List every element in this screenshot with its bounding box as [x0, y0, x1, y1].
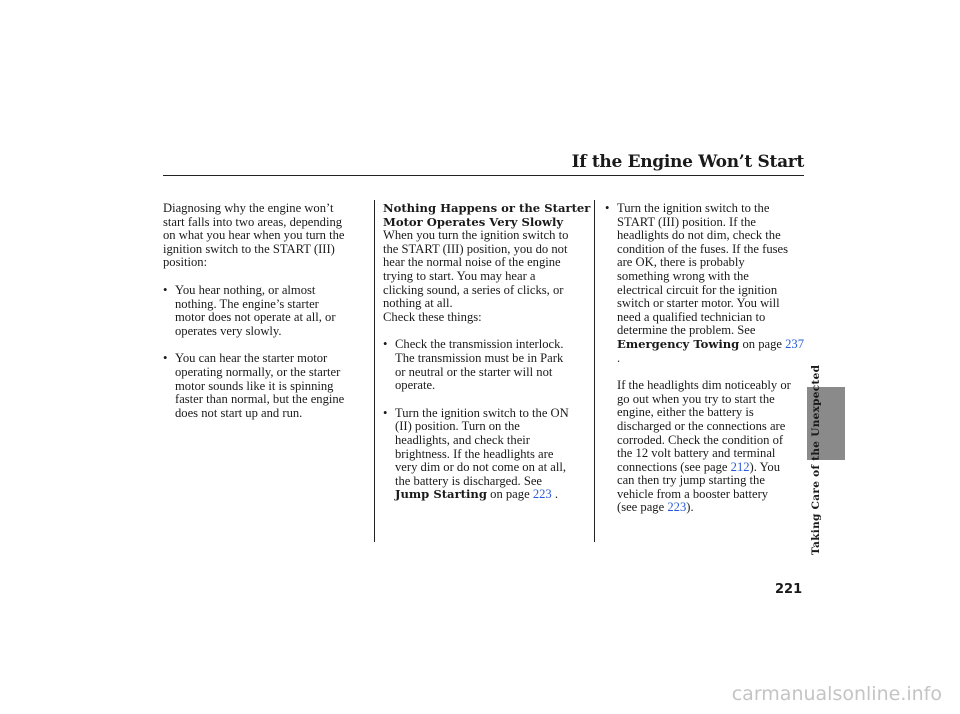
bullet-line: Turn the ignition switch to the ON	[395, 405, 569, 420]
para-line: discharged or the connections are	[617, 418, 786, 433]
bullet-line: Turn the ignition switch to the	[617, 201, 770, 215]
page-link[interactable]: 223	[532, 487, 552, 502]
column-3	[605, 202, 810, 515]
para-text: connections (see page	[617, 459, 728, 474]
bullet-line: operate.	[395, 378, 436, 393]
bullet-dot: •	[163, 351, 168, 366]
section-side-text: Taking Care of the Unexpected	[810, 364, 822, 555]
bullet-line: switch or starter motor. You will	[617, 296, 780, 311]
bullet-line: The transmission must be in Park	[395, 350, 564, 365]
section-heading: Nothing Happens or the Starter	[383, 201, 591, 215]
para-line: can then try jump starting the	[617, 473, 765, 488]
para-text: ).	[686, 500, 694, 515]
para-line: vehicle from a booster battery	[617, 486, 769, 501]
bullet-line: You hear nothing, or almost	[175, 282, 316, 297]
bullet-item	[605, 202, 810, 515]
column-1	[163, 202, 368, 420]
page-link[interactable]: 237	[785, 336, 805, 351]
section-side-label	[806, 364, 826, 555]
reference-end: .	[617, 350, 621, 365]
watermark: carmanualsonline.info	[731, 683, 942, 705]
bullet-line: electrical circuit for the ignition	[617, 282, 778, 297]
para-line	[617, 501, 810, 515]
body-line: When you turn the ignition switch to	[383, 228, 569, 243]
para-line: corroded. Check the condition of	[617, 432, 784, 447]
bullet-line: determine the problem. See	[617, 323, 756, 338]
check-label: Check these things:	[383, 309, 482, 324]
intro-line: position:	[163, 255, 208, 270]
reference-title: Jump Starting	[395, 487, 487, 502]
bullet-item	[163, 352, 368, 420]
bullet-line: operating normally, or the starter	[175, 364, 341, 379]
intro-line: Diagnosing why the engine won’t	[163, 201, 334, 215]
bullet-dot: •	[605, 201, 610, 215]
reference-text: on page	[490, 487, 530, 502]
reference-text: on page	[742, 336, 782, 351]
bullet-line: condition of the fuses. If the fuses	[617, 241, 789, 256]
bullet-line: or neutral or the starter will not	[395, 364, 553, 379]
page-link[interactable]: 223	[667, 500, 687, 515]
bullet-line: You can hear the starter motor	[175, 351, 328, 366]
intro-line: on what you hear when you turn the	[163, 228, 345, 243]
para-line	[617, 461, 810, 475]
para-line: go out when you try to start the	[617, 391, 775, 406]
intro-line: start falls into two areas, depending	[163, 214, 343, 229]
para-line: If the headlights dim noticeably or	[617, 378, 791, 393]
paragraph	[617, 379, 810, 515]
bullet-line: START (III) position. If the	[617, 214, 756, 229]
bullet-line: operates very slowly.	[175, 323, 282, 338]
bullet-line: does not start up and run.	[175, 405, 303, 420]
section-heading: Motor Operates Very Slowly	[383, 214, 564, 229]
body-line: trying to start. You may hear a	[383, 268, 536, 283]
bullet-line: brightness. If the headlights are	[395, 446, 554, 461]
bullet-line: faster than normal, but the engine	[175, 392, 345, 407]
reference-end: .	[554, 487, 559, 502]
bullet-dot: •	[163, 282, 168, 297]
reference-title: Emergency Towing	[617, 336, 740, 351]
bullet-line: are OK, there is probably	[617, 255, 745, 270]
reference-line	[617, 338, 810, 365]
reference-line	[395, 488, 593, 502]
bullet-dot: •	[383, 405, 388, 420]
bullet-line: (II) position. Turn on the	[395, 419, 520, 434]
bullet-line: nothing. The engine’s starter	[175, 296, 319, 311]
bullet-line: motor sounds like it is spinning	[175, 378, 334, 393]
page-title: If the Engine Won’t Start	[571, 152, 804, 172]
bullet-line: motor does not operate at all, or	[175, 310, 336, 325]
para-line: engine, either the battery is	[617, 405, 754, 420]
bullet-line: the battery is discharged. See	[395, 473, 542, 488]
body-line: nothing at all.	[383, 296, 453, 311]
column-2	[383, 202, 593, 502]
column-divider-2	[594, 200, 595, 542]
bullet-dot: •	[383, 337, 388, 352]
column-divider-1	[374, 200, 375, 542]
bullet-item	[383, 338, 593, 392]
page-link[interactable]: 212	[730, 459, 750, 474]
bullet-line: headlights do not dim, check the	[617, 228, 781, 243]
body-line: clicking sound, a series of clicks, or	[383, 282, 564, 297]
bullet-line: very dim or do not come on at all,	[395, 460, 567, 475]
para-text: (see page	[617, 500, 665, 515]
title-divider	[163, 175, 804, 176]
intro-line: ignition switch to the START (III)	[163, 241, 335, 256]
para-line: the 12 volt battery and terminal	[617, 446, 776, 461]
body-line: hear the normal noise of the engine	[383, 255, 561, 270]
bullet-item	[163, 284, 368, 338]
bullet-item	[383, 407, 593, 502]
bullet-line: Check the transmission interlock.	[395, 337, 564, 352]
bullet-line: something wrong with the	[617, 268, 749, 283]
para-text: ). You	[749, 459, 780, 474]
bullet-line: headlights, and check their	[395, 432, 530, 447]
bullet-line: need a qualified technician to	[617, 309, 766, 324]
page-number: 221	[775, 582, 803, 597]
body-line: the START (III) position, you do not	[383, 241, 568, 256]
